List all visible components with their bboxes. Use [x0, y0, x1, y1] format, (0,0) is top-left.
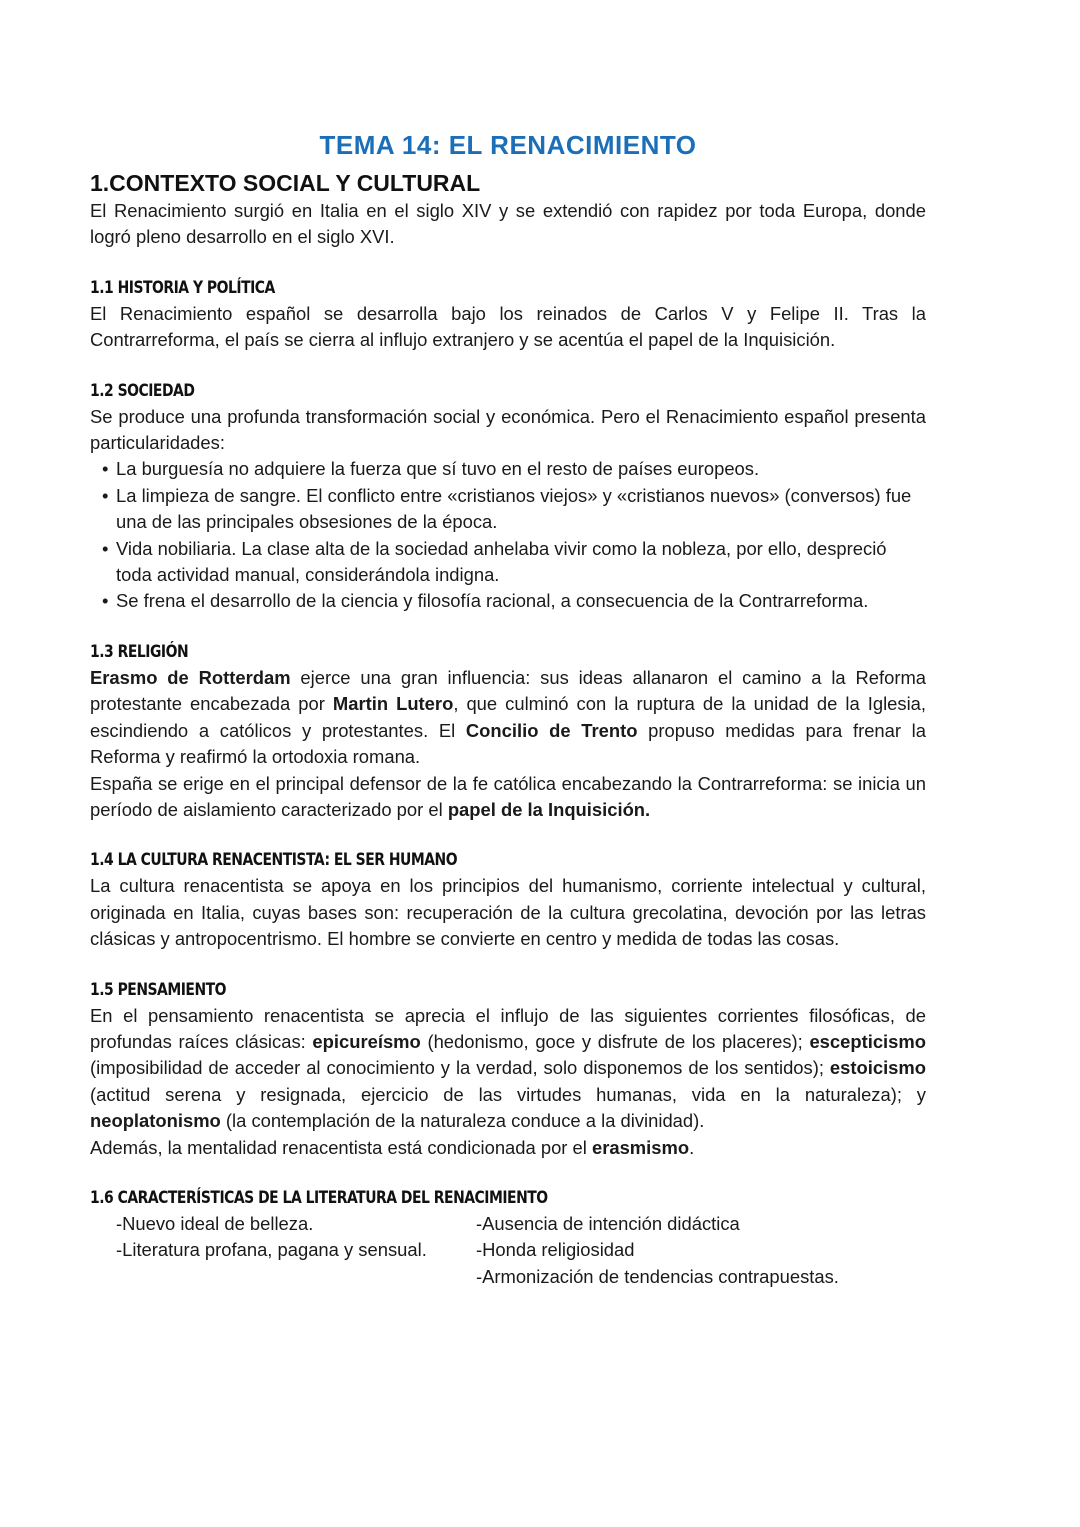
list-item: -Honda religiosidad	[476, 1239, 635, 1261]
bullet-icon: •	[102, 484, 109, 506]
section-1-1-heading: 1.1 HISTORIA Y POLÍTICA	[90, 277, 275, 298]
list-item: -Ausencia de intención didáctica	[476, 1212, 740, 1234]
document-page	[90, 128, 926, 1290]
bullet-icon: •	[102, 590, 109, 612]
section-1-heading: 1.CONTEXTO SOCIAL Y CULTURAL	[90, 170, 481, 196]
section-1-6-heading: 1.6 CARACTERÍSTICAS DE LA LITERATURA DEL RENACIMIENTO	[90, 1187, 548, 1208]
characteristics-columns	[90, 1211, 926, 1290]
section-1-3-heading: 1.3 RELIGIÓN	[90, 641, 189, 662]
section-1-intro: El Renacimiento surgió en Italia en el siglo XIV y se extendió con rapidez por toda Europa, donde logró pleno desarrollo en el siglo XVI.	[90, 200, 926, 248]
list-item: -Nuevo ideal de belleza.	[116, 1212, 314, 1234]
list-item: -Armonización de tendencias contrapuestas.	[476, 1265, 839, 1287]
list-item: -Literatura profana, pagana y sensual.	[116, 1239, 427, 1261]
section-1-5-paragraph-1: En el pensamiento renacentista se aprecia el influjo de las siguientes corrientes filosóficas, de profundas raíces clásicas: epicureísmo (hedonismo, goce y disfrute de los placeres); escepticismo (imposibilidad de acceder al conocimiento y la verdad, solo disponemos de los sentidos); estoicismo (actitud serena y resignada, ejercicio de las virtudes humanas, vida en la naturaleza); y neoplatonismo (la contemplación de la naturaleza conduce a la divinidad).	[90, 1004, 926, 1132]
section-1-2-text: Se produce una profunda transformación social y económica. Pero el Renacimiento español presenta particularidades:	[90, 405, 926, 454]
section-1-4-text: La cultura renacentista se apoya en los principios del humanismo, corriente intelectual y cultural, originada en Italia, cuyas bases son: recuperación de la cultura grecolatina, devoción por las letras clásicas y antropocentrismo. El hombre se convierte en centro y medida de todas las cosas.	[90, 875, 926, 950]
section-1-4-heading: 1.4 LA CULTURA RENACENTISTA: EL SER HUMANO	[90, 850, 458, 871]
list-item: • Vida nobiliaria. La clase alta de la sociedad anhelaba vivir como la nobleza, por ello, despreció toda actividad manual, considerándola indigna.	[102, 537, 887, 586]
bullet-icon: •	[102, 537, 109, 559]
characteristics-right-column	[476, 1211, 926, 1290]
characteristics-left-column	[90, 1211, 476, 1290]
section-1-5-heading: 1.5 PENSAMIENTO	[90, 979, 227, 1000]
section-1-1-text: El Renacimiento español se desarrolla bajo los reinados de Carlos V y Felipe II. Tras la Contrarreforma, el país se cierra al influjo extranjero y se acentúa el papel de la Inquisición.	[90, 302, 926, 351]
section-1-2-heading: 1.2 SOCIEDAD	[90, 380, 195, 401]
section-1-3-paragraph-1: Erasmo de Rotterdam ejerce una gran influencia: sus ideas allanaron el camino a la Reforma protestante encabezada por Martin Lutero, que culminó con la ruptura de la unidad de la Iglesia, escindiendo a católicos y protestantes. El Concilio de Trento propuso medidas para frenar la Reforma y reafirmó la ortodoxia romana.	[90, 666, 927, 768]
section-1-2-list	[90, 456, 926, 614]
list-item: • Se frena el desarrollo de la ciencia y filosofía racional, a consecuencia de la Contrarreforma.	[102, 588, 926, 614]
section-1-3-paragraph-2: España se erige en el principal defensor de la fe católica encabezando la Contrarreforma: se inicia un período de aislamiento caracterizado por el papel de la Inquisición.	[90, 772, 926, 820]
bullet-icon: •	[102, 458, 109, 480]
list-item: • La limpieza de sangre. El conflicto entre «cristianos viejos» y «cristianos nuevos» (conversos) fue una de las principales obsesiones de la época.	[102, 484, 912, 533]
section-1-5-paragraph-2: Además, la mentalidad renacentista está condicionada por el erasmismo.	[90, 1136, 695, 1158]
list-item: • La burguesía no adquiere la fuerza que sí tuvo en el resto de países europeos.	[102, 456, 926, 482]
page-title: TEMA 14: EL RENACIMIENTO	[319, 130, 697, 160]
